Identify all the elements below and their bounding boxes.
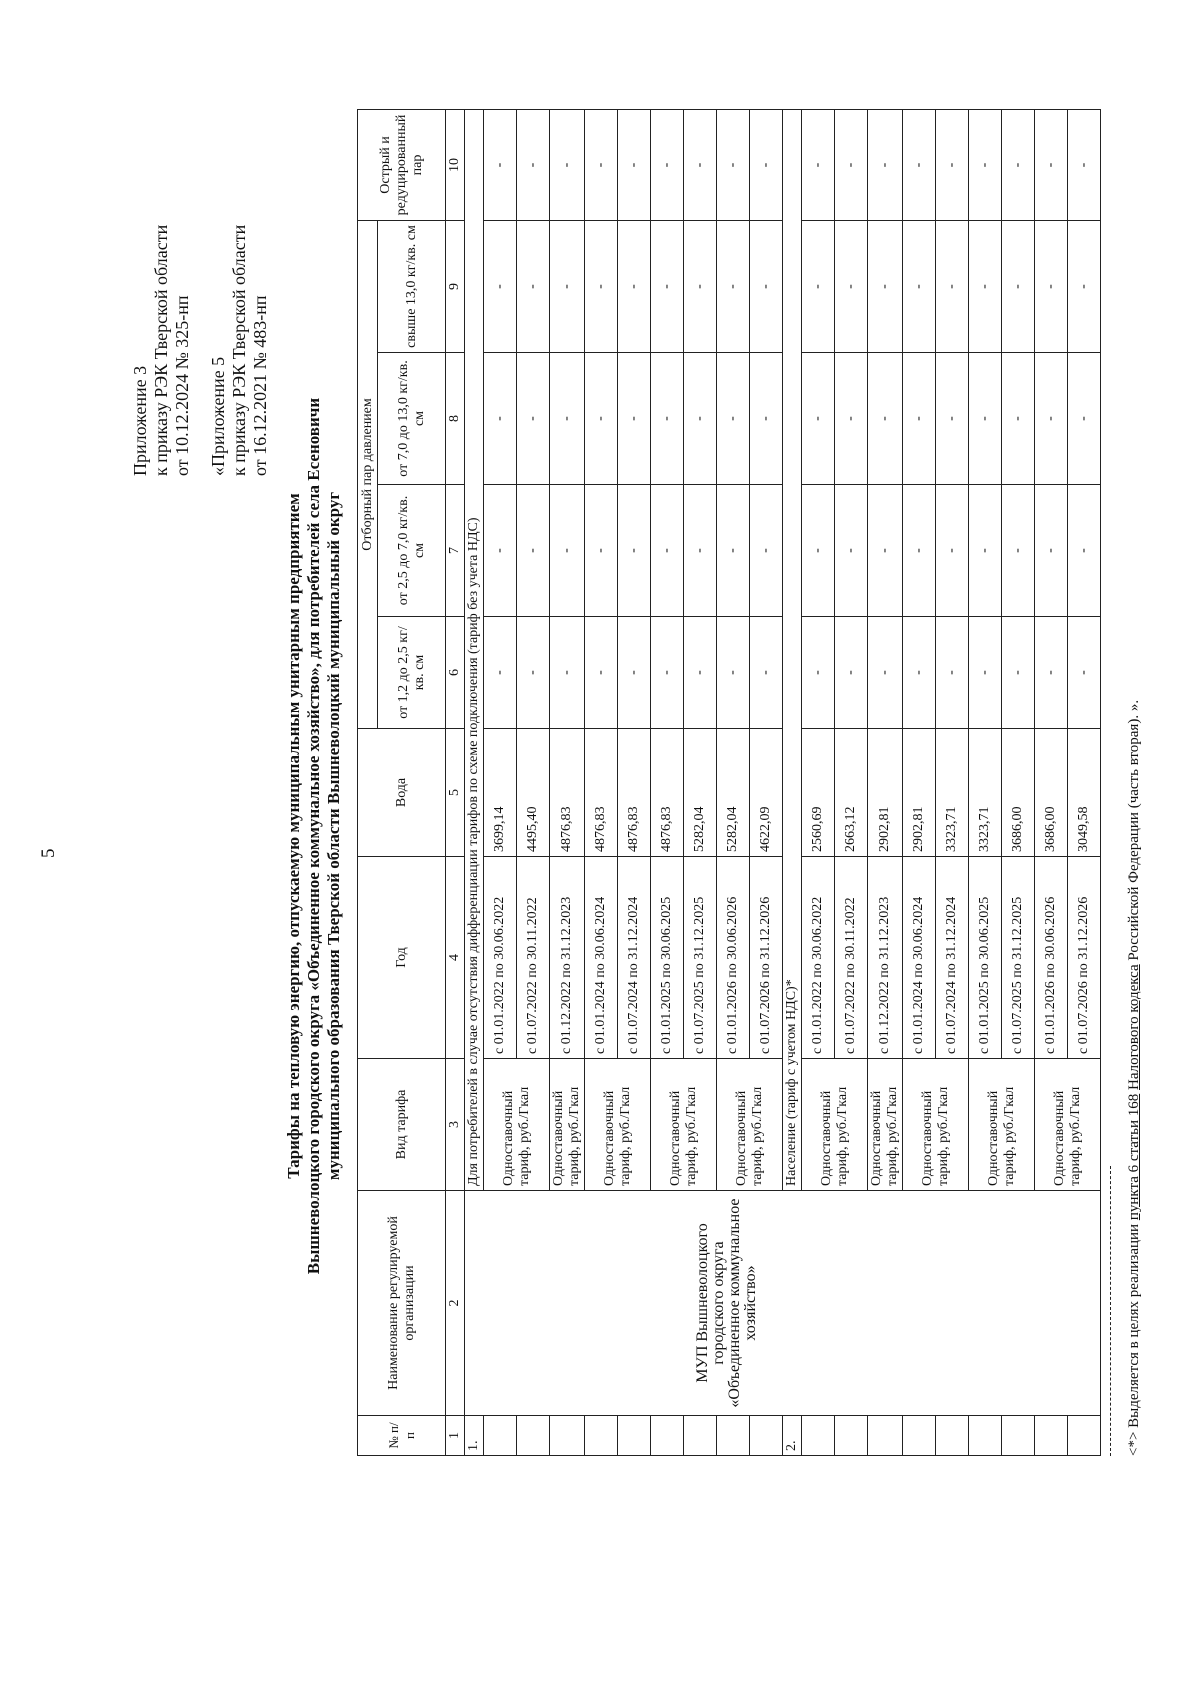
title-line-3: муниципального образования Тверской области Вышневолоцкий муниципальный округ — [324, 491, 343, 1181]
empty-tariff-dash: - — [802, 220, 835, 352]
row-num-empty — [618, 1416, 651, 1456]
row-num-empty — [1035, 1416, 1068, 1456]
previous-appendix-line-2: к приказу РЭК Тверской области — [229, 224, 249, 476]
footnote-suffix: Российской Федерации (часть вторая). ». — [1126, 699, 1142, 965]
period: с 01.01.2025 по 30.06.2025 — [651, 857, 684, 1059]
empty-tariff-dash: - — [802, 353, 835, 485]
empty-tariff-dash: - — [484, 353, 517, 485]
section-number: 1. — [465, 1416, 484, 1456]
header-steam-group: Отборный пар давлением — [358, 220, 378, 728]
row-num-empty — [484, 1416, 517, 1456]
empty-tariff-dash: - — [585, 353, 618, 485]
row-num-empty — [1002, 1416, 1035, 1456]
empty-tariff-dash: - — [868, 485, 903, 617]
period: с 01.01.2022 по 30.06.2022 — [484, 857, 517, 1059]
tariff-type: Одноставочный тариф, руб./Гкал — [802, 1059, 868, 1191]
empty-tariff-dash: - — [651, 220, 684, 352]
title-line-1: Тарифы на тепловую энергию, отпускаемую муниципальным унитарным предприятием — [284, 493, 303, 1179]
period: с 01.01.2022 по 30.06.2022 — [802, 857, 835, 1059]
tariff-type: Одноставочный тариф, руб./Гкал — [969, 1059, 1035, 1191]
empty-tariff-dash: - — [550, 353, 585, 485]
header-organization: Наименование регулируемой организации — [358, 1191, 446, 1416]
period: с 01.07.2026 по 31.12.2026 — [1068, 857, 1101, 1059]
header-sharp-steam: Острый и редуцированный пар — [358, 109, 446, 220]
tariff-table-body — [446, 109, 1101, 1455]
header-water: Вода — [358, 729, 446, 857]
water-value: 2560,69 — [802, 729, 835, 857]
period: с 01.07.2024 по 31.12.2024 — [618, 857, 651, 1059]
empty-tariff-dash: - — [1035, 485, 1068, 617]
row-num-empty — [1068, 1416, 1101, 1456]
empty-tariff-dash: - — [484, 485, 517, 617]
period: с 01.07.2026 по 31.12.2026 — [750, 857, 783, 1059]
empty-tariff-dash: - — [903, 353, 936, 485]
header-num: № п/п — [358, 1416, 446, 1456]
empty-tariff-dash: - — [717, 220, 750, 352]
section-title: Население (тариф с учетом НДС)* — [783, 109, 802, 1190]
water-value: 3686,00 — [1035, 729, 1068, 857]
empty-tariff-dash: - — [684, 485, 717, 617]
empty-tariff-dash: - — [585, 109, 618, 220]
water-value: 3686,00 — [1002, 729, 1035, 857]
period: с 01.07.2025 по 31.12.2025 — [1002, 857, 1035, 1059]
empty-tariff-dash: - — [1002, 353, 1035, 485]
empty-tariff-dash: - — [903, 109, 936, 220]
empty-tariff-dash: - — [750, 109, 783, 220]
empty-tariff-dash: - — [802, 617, 835, 729]
empty-tariff-dash: - — [868, 617, 903, 729]
appendix-block — [130, 225, 193, 476]
tariff-table — [357, 109, 1101, 1456]
empty-tariff-dash: - — [585, 617, 618, 729]
header-steam-2: от 2,5 до 7,0 кг/кв. см — [378, 485, 446, 617]
column-number-1: 1 — [446, 1416, 465, 1456]
empty-tariff-dash: - — [969, 485, 1002, 617]
empty-tariff-dash: - — [684, 109, 717, 220]
empty-tariff-dash: - — [684, 617, 717, 729]
empty-tariff-dash: - — [618, 353, 651, 485]
period: с 01.01.2025 по 30.06.2025 — [969, 857, 1002, 1059]
empty-tariff-dash: - — [618, 109, 651, 220]
row-num-empty — [517, 1416, 550, 1456]
title-line-2: Вышневолоцкого городского округа «Объединенное коммунальное хозяйство», для потребителей села Есеновичи — [304, 397, 323, 1275]
empty-tariff-dash: - — [651, 485, 684, 617]
empty-tariff-dash: - — [969, 220, 1002, 352]
period: с 01.12.2022 по 31.12.2023 — [550, 857, 585, 1059]
period: с 01.12.2022 по 31.12.2023 — [868, 857, 903, 1059]
section-header-row — [465, 109, 484, 1455]
empty-tariff-dash: - — [835, 220, 868, 352]
tariff-type: Одноставочный тариф, руб./Гкал — [550, 1059, 585, 1191]
row-num-empty — [835, 1416, 868, 1456]
tariff-type: Одноставочный тариф, руб./Гкал — [868, 1059, 903, 1191]
column-number-row — [446, 109, 465, 1455]
empty-tariff-dash: - — [651, 353, 684, 485]
empty-tariff-dash: - — [684, 353, 717, 485]
empty-tariff-dash: - — [517, 220, 550, 352]
row-num-empty — [936, 1416, 969, 1456]
header-tariff-type: Вид тарифа — [358, 1059, 446, 1191]
period: с 01.01.2024 по 30.06.2024 — [585, 857, 618, 1059]
period: с 01.01.2024 по 30.06.2024 — [903, 857, 936, 1059]
water-value: 3323,71 — [969, 729, 1002, 857]
empty-tariff-dash: - — [717, 109, 750, 220]
page-number: 5 — [38, 848, 59, 858]
footnote — [1126, 700, 1143, 1456]
empty-tariff-dash: - — [750, 485, 783, 617]
period: с 01.07.2024 по 31.12.2024 — [936, 857, 969, 1059]
column-number-6: 6 — [446, 617, 465, 729]
empty-tariff-dash: - — [618, 220, 651, 352]
empty-tariff-dash: - — [585, 220, 618, 352]
empty-tariff-dash: - — [1035, 220, 1068, 352]
empty-tariff-dash: - — [550, 485, 585, 617]
appendix-line-3: от 10.12.2024 № 325-нп — [172, 295, 192, 476]
column-number-4: 4 — [446, 857, 465, 1059]
period: с 01.07.2025 по 31.12.2025 — [684, 857, 717, 1059]
row-num-empty — [750, 1416, 783, 1456]
header-year: Год — [358, 857, 446, 1059]
column-number-3: 3 — [446, 1059, 465, 1191]
water-value: 5282,04 — [684, 729, 717, 857]
empty-tariff-dash: - — [651, 109, 684, 220]
empty-tariff-dash: - — [903, 485, 936, 617]
footnote-middle — [1126, 1090, 1142, 1094]
row-num-empty — [717, 1416, 750, 1456]
empty-tariff-dash: - — [936, 220, 969, 352]
empty-tariff-dash: - — [802, 485, 835, 617]
tariff-type: Одноставочный тариф, руб./Гкал — [717, 1059, 783, 1191]
header-steam-1: от 1,2 до 2,5 кг/кв. см — [378, 617, 446, 729]
empty-tariff-dash: - — [750, 220, 783, 352]
row-num-empty — [585, 1416, 618, 1456]
water-value: 4876,83 — [651, 729, 684, 857]
water-value: 2902,81 — [903, 729, 936, 857]
empty-tariff-dash: - — [936, 485, 969, 617]
empty-tariff-dash: - — [750, 353, 783, 485]
empty-tariff-dash: - — [903, 617, 936, 729]
water-value: 4622,09 — [750, 729, 783, 857]
empty-tariff-dash: - — [517, 485, 550, 617]
empty-tariff-dash: - — [903, 220, 936, 352]
section-number: 2. — [783, 1416, 802, 1456]
empty-tariff-dash: - — [1002, 485, 1035, 617]
period: с 01.07.2022 по 30.11.2022 — [517, 857, 550, 1059]
empty-tariff-dash: - — [585, 485, 618, 617]
footnote-link-article[interactable]: пункта 6 статьи 168 — [1126, 1093, 1142, 1221]
footnote-divider — [1110, 1166, 1111, 1456]
previous-appendix-line-3: от 16.12.2021 № 483-нп — [250, 295, 270, 476]
document-title — [284, 296, 344, 1376]
footnote-prefix: <*> Выделяется в целях реализации — [1126, 1220, 1142, 1456]
empty-tariff-dash: - — [750, 617, 783, 729]
appendix-line-2: к приказу РЭК Тверской области — [151, 224, 171, 476]
water-value: 3323,71 — [936, 729, 969, 857]
empty-tariff-dash: - — [936, 109, 969, 220]
empty-tariff-dash: - — [618, 617, 651, 729]
previous-appendix-block — [208, 225, 271, 476]
previous-appendix-line-1: «Приложение 5 — [208, 356, 228, 476]
empty-tariff-dash: - — [868, 353, 903, 485]
period: с 01.01.2026 по 30.06.2026 — [717, 857, 750, 1059]
row-num-empty — [651, 1416, 684, 1456]
footnote-link-tax-code[interactable]: Налогового кодекса — [1126, 964, 1142, 1091]
empty-tariff-dash: - — [1068, 109, 1101, 220]
empty-tariff-dash: - — [1068, 617, 1101, 729]
section-title: Для потребителей в случае отсутствия дифференциации тарифов по схеме подключения (тариф без учета НДС) — [465, 109, 484, 1190]
empty-tariff-dash: - — [835, 485, 868, 617]
column-number-10: 10 — [446, 109, 465, 220]
column-number-9: 9 — [446, 220, 465, 352]
header-steam-3: от 7,0 до 13,0 кг/кв. см — [378, 353, 446, 485]
water-value: 5282,04 — [717, 729, 750, 857]
empty-tariff-dash: - — [517, 353, 550, 485]
column-number-7: 7 — [446, 485, 465, 617]
water-value: 4876,83 — [618, 729, 651, 857]
empty-tariff-dash: - — [1002, 109, 1035, 220]
water-value: 2663,12 — [835, 729, 868, 857]
empty-tariff-dash: - — [1035, 109, 1068, 220]
empty-tariff-dash: - — [1002, 220, 1035, 352]
tariff-type: Одноставочный тариф, руб./Гкал — [651, 1059, 717, 1191]
row-num-empty — [802, 1416, 835, 1456]
empty-tariff-dash: - — [618, 485, 651, 617]
empty-tariff-dash: - — [684, 220, 717, 352]
empty-tariff-dash: - — [936, 617, 969, 729]
row-num-empty — [550, 1416, 585, 1456]
row-num-empty — [969, 1416, 1002, 1456]
water-value: 2902,81 — [868, 729, 903, 857]
empty-tariff-dash: - — [550, 617, 585, 729]
empty-tariff-dash: - — [969, 353, 1002, 485]
period: с 01.07.2022 по 30.11.2022 — [835, 857, 868, 1059]
empty-tariff-dash: - — [1068, 353, 1101, 485]
empty-tariff-dash: - — [936, 353, 969, 485]
empty-tariff-dash: - — [484, 617, 517, 729]
empty-tariff-dash: - — [1068, 220, 1101, 352]
tariff-type: Одноставочный тариф, руб./Гкал — [585, 1059, 651, 1191]
empty-tariff-dash: - — [717, 617, 750, 729]
tariff-type: Одноставочный тариф, руб./Гкал — [903, 1059, 969, 1191]
empty-tariff-dash: - — [717, 353, 750, 485]
empty-tariff-dash: - — [517, 109, 550, 220]
row-num-empty — [903, 1416, 936, 1456]
water-value: 4876,83 — [585, 729, 618, 857]
empty-tariff-dash: - — [651, 617, 684, 729]
empty-tariff-dash: - — [1035, 353, 1068, 485]
empty-tariff-dash: - — [717, 485, 750, 617]
empty-tariff-dash: - — [1068, 485, 1101, 617]
empty-tariff-dash: - — [550, 109, 585, 220]
empty-tariff-dash: - — [835, 353, 868, 485]
column-number-8: 8 — [446, 353, 465, 485]
empty-tariff-dash: - — [484, 220, 517, 352]
empty-tariff-dash: - — [835, 109, 868, 220]
water-value: 3699,14 — [484, 729, 517, 857]
empty-tariff-dash: - — [1035, 617, 1068, 729]
organization-name: МУП Вышневолоцкого городского округа «Объединенное коммунальное хозяйство» — [465, 1191, 1101, 1416]
appendix-line-1: Приложение 3 — [130, 365, 150, 476]
empty-tariff-dash: - — [969, 617, 1002, 729]
water-value: 3049,58 — [1068, 729, 1101, 857]
column-number-5: 5 — [446, 729, 465, 857]
header-steam-4: свыше 13,0 кг/кв. см — [378, 220, 446, 352]
empty-tariff-dash: - — [868, 109, 903, 220]
period: с 01.01.2026 по 30.06.2026 — [1035, 857, 1068, 1059]
empty-tariff-dash: - — [517, 617, 550, 729]
empty-tariff-dash: - — [802, 109, 835, 220]
empty-tariff-dash: - — [868, 220, 903, 352]
empty-tariff-dash: - — [969, 109, 1002, 220]
tariff-type: Одноставочный тариф, руб./Гкал — [484, 1059, 550, 1191]
empty-tariff-dash: - — [1002, 617, 1035, 729]
row-num-empty — [868, 1416, 903, 1456]
tariff-type: Одноставочный тариф, руб./Гкал — [1035, 1059, 1101, 1191]
empty-tariff-dash: - — [550, 220, 585, 352]
water-value: 4876,83 — [550, 729, 585, 857]
water-value: 4495,40 — [517, 729, 550, 857]
empty-tariff-dash: - — [835, 617, 868, 729]
empty-tariff-dash: - — [484, 109, 517, 220]
row-num-empty — [684, 1416, 717, 1456]
column-number-2: 2 — [446, 1191, 465, 1416]
